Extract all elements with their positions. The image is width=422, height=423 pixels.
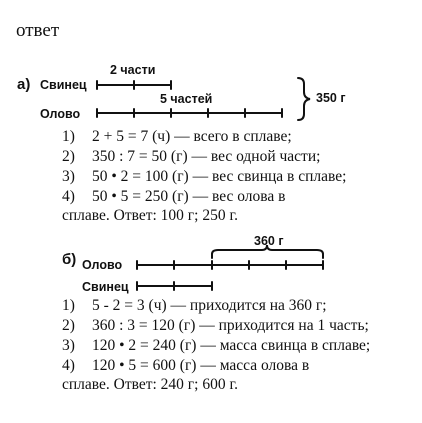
answer-heading: ответ — [16, 20, 60, 41]
total-brace-a — [298, 78, 310, 120]
solution-line-a-3 — [62, 168, 346, 186]
lead-label-a: Свинец — [40, 78, 87, 92]
line-text: 5 - 2 = 3 (ч) — приходится на 360 г; — [92, 297, 327, 314]
line-number: 4) — [62, 188, 75, 205]
total-label-a: 350 г — [316, 91, 346, 105]
solution-line-b-2 — [62, 317, 369, 335]
line-number: 4) — [62, 357, 75, 374]
tin-label-a: Олово — [40, 107, 81, 121]
tin-parts-label-a: 5 частей — [160, 92, 213, 106]
line-text: 360 : 3 = 120 (г) — приходится на 1 часть; — [92, 317, 369, 334]
lead-segment-b — [137, 282, 212, 290]
solution-line-a-2 — [62, 148, 320, 166]
line-number: 3) — [62, 337, 75, 354]
part-a-marker: а) — [17, 76, 31, 93]
tin-segment-b — [137, 261, 323, 269]
line-number: 2) — [62, 317, 75, 334]
solution-line-a-1 — [62, 128, 292, 146]
tin-label-b: Олово — [82, 258, 123, 272]
line-text: 120 • 2 = 240 (г) — масса свинца в сплаве; — [92, 337, 371, 354]
solution-line-b-1 — [62, 297, 327, 315]
line-number: 1) — [62, 297, 75, 314]
solution-line-b-3 — [62, 337, 370, 355]
lead-segment-a — [97, 81, 171, 89]
brace-value-b: 360 г — [254, 234, 284, 248]
lead-parts-label-a: 2 части — [110, 63, 156, 77]
line-text: 350 : 7 = 50 (г) — вес одной части; — [92, 148, 321, 165]
solution-line-b-4 — [62, 357, 309, 375]
line-number: 3) — [62, 168, 75, 185]
lead-label-b: Свинец — [82, 280, 129, 294]
answer-a: сплаве. Ответ: 100 г; 250 г. — [62, 207, 238, 224]
line-text: 120 • 5 = 600 (г) — масса олова в — [92, 357, 310, 374]
line-text: 50 • 5 = 250 (г) — вес олова в — [92, 188, 286, 205]
solution-line-a-4 — [62, 188, 285, 206]
line-text: 2 + 5 = 7 (ч) — всего в сплаве; — [92, 128, 292, 145]
line-number: 2) — [62, 148, 75, 165]
line-number: 1) — [62, 128, 75, 145]
line-text: 50 • 2 = 100 (г) — вес свинца в сплаве; — [92, 168, 347, 185]
tin-segment-a — [97, 109, 282, 117]
part-b-marker: б) — [62, 251, 77, 268]
answer-b: сплаве. Ответ: 240 г; 600 г. — [62, 376, 238, 393]
